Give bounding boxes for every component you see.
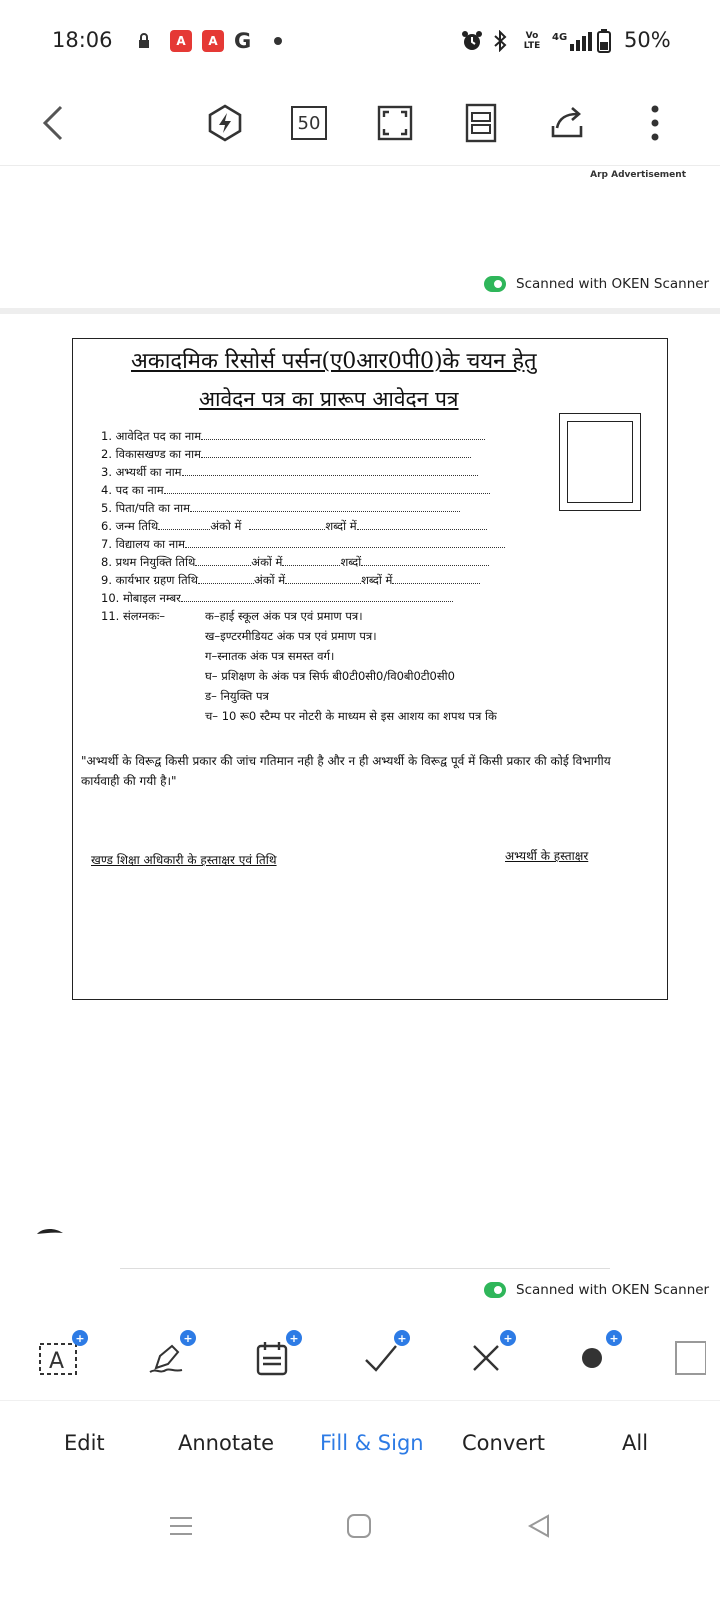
candidate-signature-label: अभ्यर्थी के हस्ताक्षर	[505, 849, 589, 863]
fullscreen-button[interactable]	[370, 98, 420, 148]
oath-text: "अभ्यर्थी के विरूद्व किसी प्रकार की जांच गतिमान नही है और न ही अभ्यर्थी के विरूद्व पूर्व में किसी प्रकार की कोई विभागीय कार्यवाही की गयी है।"	[81, 754, 611, 788]
tab-fill-sign[interactable]: Fill & Sign	[320, 1431, 424, 1455]
tab-annotate[interactable]: Annotate	[178, 1431, 275, 1455]
fullscreen-icon	[376, 104, 414, 142]
view-mode-button[interactable]	[456, 98, 506, 148]
volte-icon: Vo LTE	[523, 31, 541, 51]
notification-lock-icon	[136, 30, 152, 52]
premium-badge-icon: +	[500, 1330, 516, 1346]
premium-badge-icon: +	[180, 1330, 196, 1346]
dot-tool[interactable]	[564, 1330, 620, 1386]
attachment-item: क–हाई स्कूल अंक पत्र एवं प्रमाण पत्र।	[205, 609, 363, 623]
officer-signature-label: खण्ड शिक्षा अधिकारी के हस्ताक्षर एवं तिथि	[91, 853, 277, 867]
bluetooth-icon	[492, 30, 508, 52]
checkmark-tool-icon	[360, 1338, 400, 1378]
cross-tool[interactable]	[458, 1330, 514, 1386]
share-button[interactable]	[542, 98, 592, 148]
back-icon	[39, 103, 67, 143]
mode-tabs	[0, 1400, 720, 1486]
back-button[interactable]	[28, 98, 78, 148]
svg-text:A: A	[49, 1349, 65, 1374]
form-item: 1. आवेदित पद का नाम	[101, 429, 485, 444]
attachment-item: ड– नियुक्ति पत्र	[205, 689, 269, 703]
form-fill-tool-icon	[252, 1338, 292, 1378]
bolt-icon	[205, 103, 245, 143]
system-navigation-bar	[0, 1486, 720, 1600]
tab-edit[interactable]: Edit	[64, 1431, 105, 1455]
form-item: 4. पद का नाम	[101, 483, 490, 498]
checkmark-tool[interactable]	[352, 1330, 408, 1386]
quick-action-button[interactable]	[200, 98, 250, 148]
attachment-item: च– 10 रू0 स्टैम्प पर नोटरी के माध्यम से इस आशय का शपथ पत्र कि	[205, 709, 497, 723]
premium-badge-icon: +	[286, 1330, 302, 1346]
form-item: 6. जन्म तिथि अंको में शब्दों में	[101, 519, 487, 534]
pdf-app-icon: A	[170, 30, 192, 52]
system-back-icon	[526, 1513, 552, 1539]
more-tool-icon	[666, 1338, 706, 1378]
form-title-line1: अकादमिक रिसोर्स पर्सन(ए0आर0पी0)के चयन हेतु	[131, 349, 537, 374]
scanner-watermark-text: Scanned with OKEN Scanner	[516, 276, 710, 292]
form-item: 8. प्रथम नियुक्ति तिथि अंकों में शब्दों	[101, 555, 489, 570]
cross-tool-icon	[466, 1338, 506, 1378]
form-item: 9. कार्यभार ग्रहण तिथि अंकों में शब्दों में	[101, 573, 480, 588]
form-fill-tool[interactable]	[244, 1330, 300, 1386]
tab-all[interactable]: All	[622, 1431, 649, 1455]
home-icon	[346, 1513, 372, 1539]
recents-icon	[168, 1513, 194, 1539]
alarm-icon	[460, 30, 484, 52]
recents-button[interactable]	[156, 1506, 206, 1546]
photo-box	[559, 413, 641, 511]
page-divider-line	[120, 1268, 610, 1269]
attachment-item: ग–स्नातक अंक पत्र समस्त वर्ग।	[205, 649, 335, 663]
more-icon	[650, 103, 660, 143]
application-form	[72, 338, 668, 1000]
home-button[interactable]	[334, 1506, 384, 1546]
signature-tool[interactable]	[138, 1330, 194, 1386]
ad-label: Arp Advertisement	[590, 170, 686, 180]
reader-toolbar	[0, 86, 720, 166]
more-notifications-dot-icon	[272, 30, 284, 52]
google-icon: G	[234, 29, 252, 53]
page-count-button[interactable]	[284, 98, 334, 148]
status-bar	[0, 0, 720, 86]
battery-percent: 50%	[624, 28, 671, 52]
system-back-button[interactable]	[514, 1506, 564, 1546]
scanner-watermark-text: Scanned with OKEN Scanner	[516, 1282, 710, 1298]
page-count-icon: 50	[291, 106, 327, 140]
attachment-item: ख–इण्टरमीडियट अंक पत्र एवं प्रमाण पत्र।	[205, 629, 377, 643]
dot-tool-icon	[572, 1338, 612, 1378]
signature-tool-icon	[146, 1338, 186, 1378]
attachment-item: घ– प्रशिक्षण के अंक पत्र सिर्फ बी0टी0सी0/वि0बी0टी0सी0	[205, 669, 455, 683]
page-separator	[0, 308, 720, 314]
more-options-button[interactable]	[630, 98, 680, 148]
tab-convert[interactable]: Convert	[462, 1431, 546, 1455]
form-title-line2: आवेदन पत्र का प्रारूप आवेदन पत्र	[199, 387, 459, 411]
battery-icon	[596, 30, 612, 52]
premium-badge-icon: +	[394, 1330, 410, 1346]
scanner-watermark	[484, 276, 709, 292]
pdf-document-view[interactable]	[0, 166, 720, 1330]
svg-text:4G: 4G	[552, 32, 568, 43]
form-item: 2. विकासखण्ड का नाम	[101, 447, 471, 462]
text-box-tool-icon	[36, 1338, 80, 1378]
form-item: 10. मोबाइल नम्बर	[101, 591, 453, 606]
scanner-logo-icon	[484, 1282, 506, 1298]
scanner-logo-icon	[484, 276, 506, 292]
form-item: 11. संलग्नकः–	[101, 609, 166, 623]
text-box-tool[interactable]	[30, 1330, 86, 1386]
premium-badge-icon: +	[606, 1330, 622, 1346]
status-time: 18:06	[52, 28, 113, 52]
premium-badge-icon: +	[72, 1330, 88, 1346]
scanner-watermark-bottom	[484, 1282, 709, 1298]
form-item: 5. पिता/पति का नाम	[101, 501, 460, 516]
pdf-app-icon-2: A	[202, 30, 224, 52]
form-item: 7. विद्यालय का नाम	[101, 537, 505, 552]
share-icon	[547, 104, 587, 142]
form-item: 3. अभ्यर्थी का नाम	[101, 465, 478, 480]
view-mode-icon	[464, 103, 498, 143]
more-tool[interactable]	[666, 1330, 720, 1386]
fill-sign-toolbar	[0, 1318, 720, 1400]
ink-smudge	[36, 1226, 64, 1238]
signal-4g-icon	[548, 30, 592, 52]
